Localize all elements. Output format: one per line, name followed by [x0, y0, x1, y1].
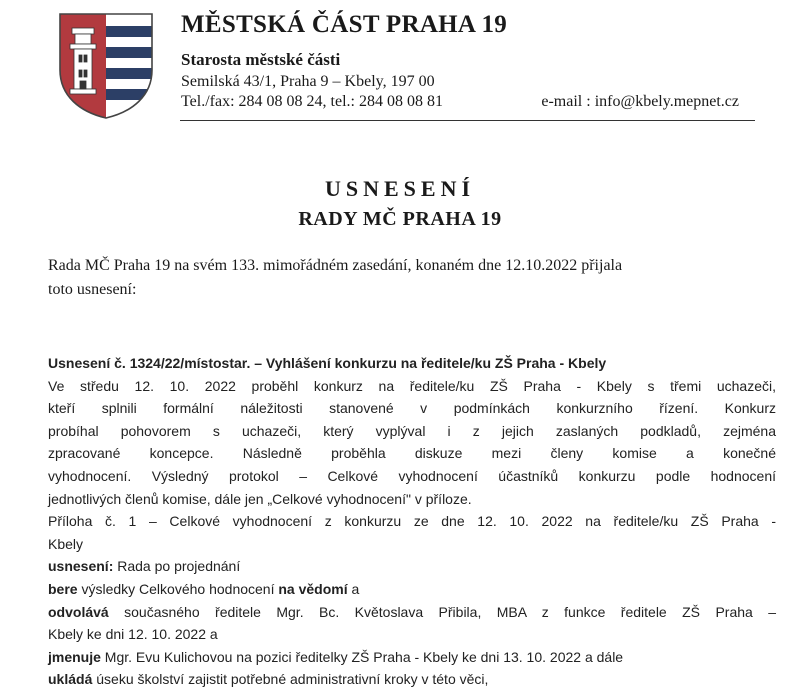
resolution-heading: Usnesení č. 1324/22/místostar. – Vyhlášení konkurzu na ředitele/ku ZŠ Praha - Kbely — [48, 355, 607, 371]
attachment-line: Kbely — [48, 535, 84, 552]
paragraph-line: kteří splnili formální náležitosti stanovené v podmínkách konkurzního řízení. Konkurz — [48, 400, 776, 417]
note-line: bere výsledky Celkového hodnocení na vědomí a — [48, 580, 360, 597]
crest-stripe — [106, 47, 152, 58]
resolution-body — [48, 352, 776, 691]
dismiss-line-2: Kbely ke dni 12. 10. 2022 a — [48, 626, 218, 643]
task-line: ukládá úseku školství zajistit potřebné administrativní kroky v této věci, — [48, 671, 489, 688]
paragraph-line: zpracované koncepce. Následně proběhla diskuze mezi členy komise a konečné — [48, 445, 776, 462]
title-main: USNESENÍ — [324, 176, 476, 201]
organization-name: MĚSTSKÁ ČÁST PRAHA 19 — [181, 11, 508, 38]
email-address: e-mail : info@kbely.mepnet.cz — [541, 93, 739, 110]
dismiss-line: odvolává současného ředitele Mgr. Bc. Květoslava Přibila, MBA z funkce ředitele ZŠ Praha – — [48, 603, 776, 620]
decision-label: usnesení: — [48, 558, 114, 575]
phone-numbers: Tel./fax: 284 08 08 24, tel.: 284 08 08 81 — [181, 93, 443, 110]
intro-paragraph — [48, 254, 748, 302]
paragraph-line: jednotlivých členů komise, dále jen „Celkové vyhodnocení" v příloze. — [48, 490, 472, 507]
paragraph-line: Ve středu 12. 10. 2022 proběhl konkurz na ředitele/ku ZŠ Praha - Kbely s třemi uchazeči, — [48, 377, 776, 394]
crest-stripe — [106, 68, 152, 79]
contact-line — [181, 92, 781, 112]
attachment-line: Příloha č. 1 – Celkové vyhodnocení z konkurzu ze dne 12. 10. 2022 na ředitele/ku ZŠ Praha - — [48, 513, 776, 530]
municipal-crest-emblem — [48, 8, 164, 120]
title-sub: RADY MČ PRAHA 19 — [298, 208, 502, 230]
letterhead — [181, 10, 781, 112]
office-subtitle: Starosta městské části — [181, 50, 341, 69]
crest-stripe — [106, 26, 152, 37]
header-divider — [180, 120, 755, 121]
paragraph-line: probíhal pohovorem s uchazeči, který vyplýval i z jejich zaslaných podkladů, zejména — [48, 422, 776, 439]
document-title — [0, 176, 800, 232]
appoint-line: jmenuje Mgr. Evu Kulichovou na pozici ředitelky ZŠ Praha - Kbely ke dni 13. 10. 2022 a dále — [48, 648, 624, 665]
paragraph-line: vyhodnocení. Výsledný protokol – Celkové vyhodnocení účastníků konkurzu podle hodnocení — [48, 467, 776, 484]
intro-line: Rada MČ Praha 19 na svém 133. mimořádném zasedání, konaném dne 12.10.2022 přijala — [48, 257, 623, 274]
postal-address: Semilská 43/1, Praha 9 – Kbely, 197 00 — [181, 73, 435, 90]
decision-line: usnesení: Rada po projednání — [48, 558, 241, 575]
intro-line: toto usnesení: — [48, 281, 137, 298]
